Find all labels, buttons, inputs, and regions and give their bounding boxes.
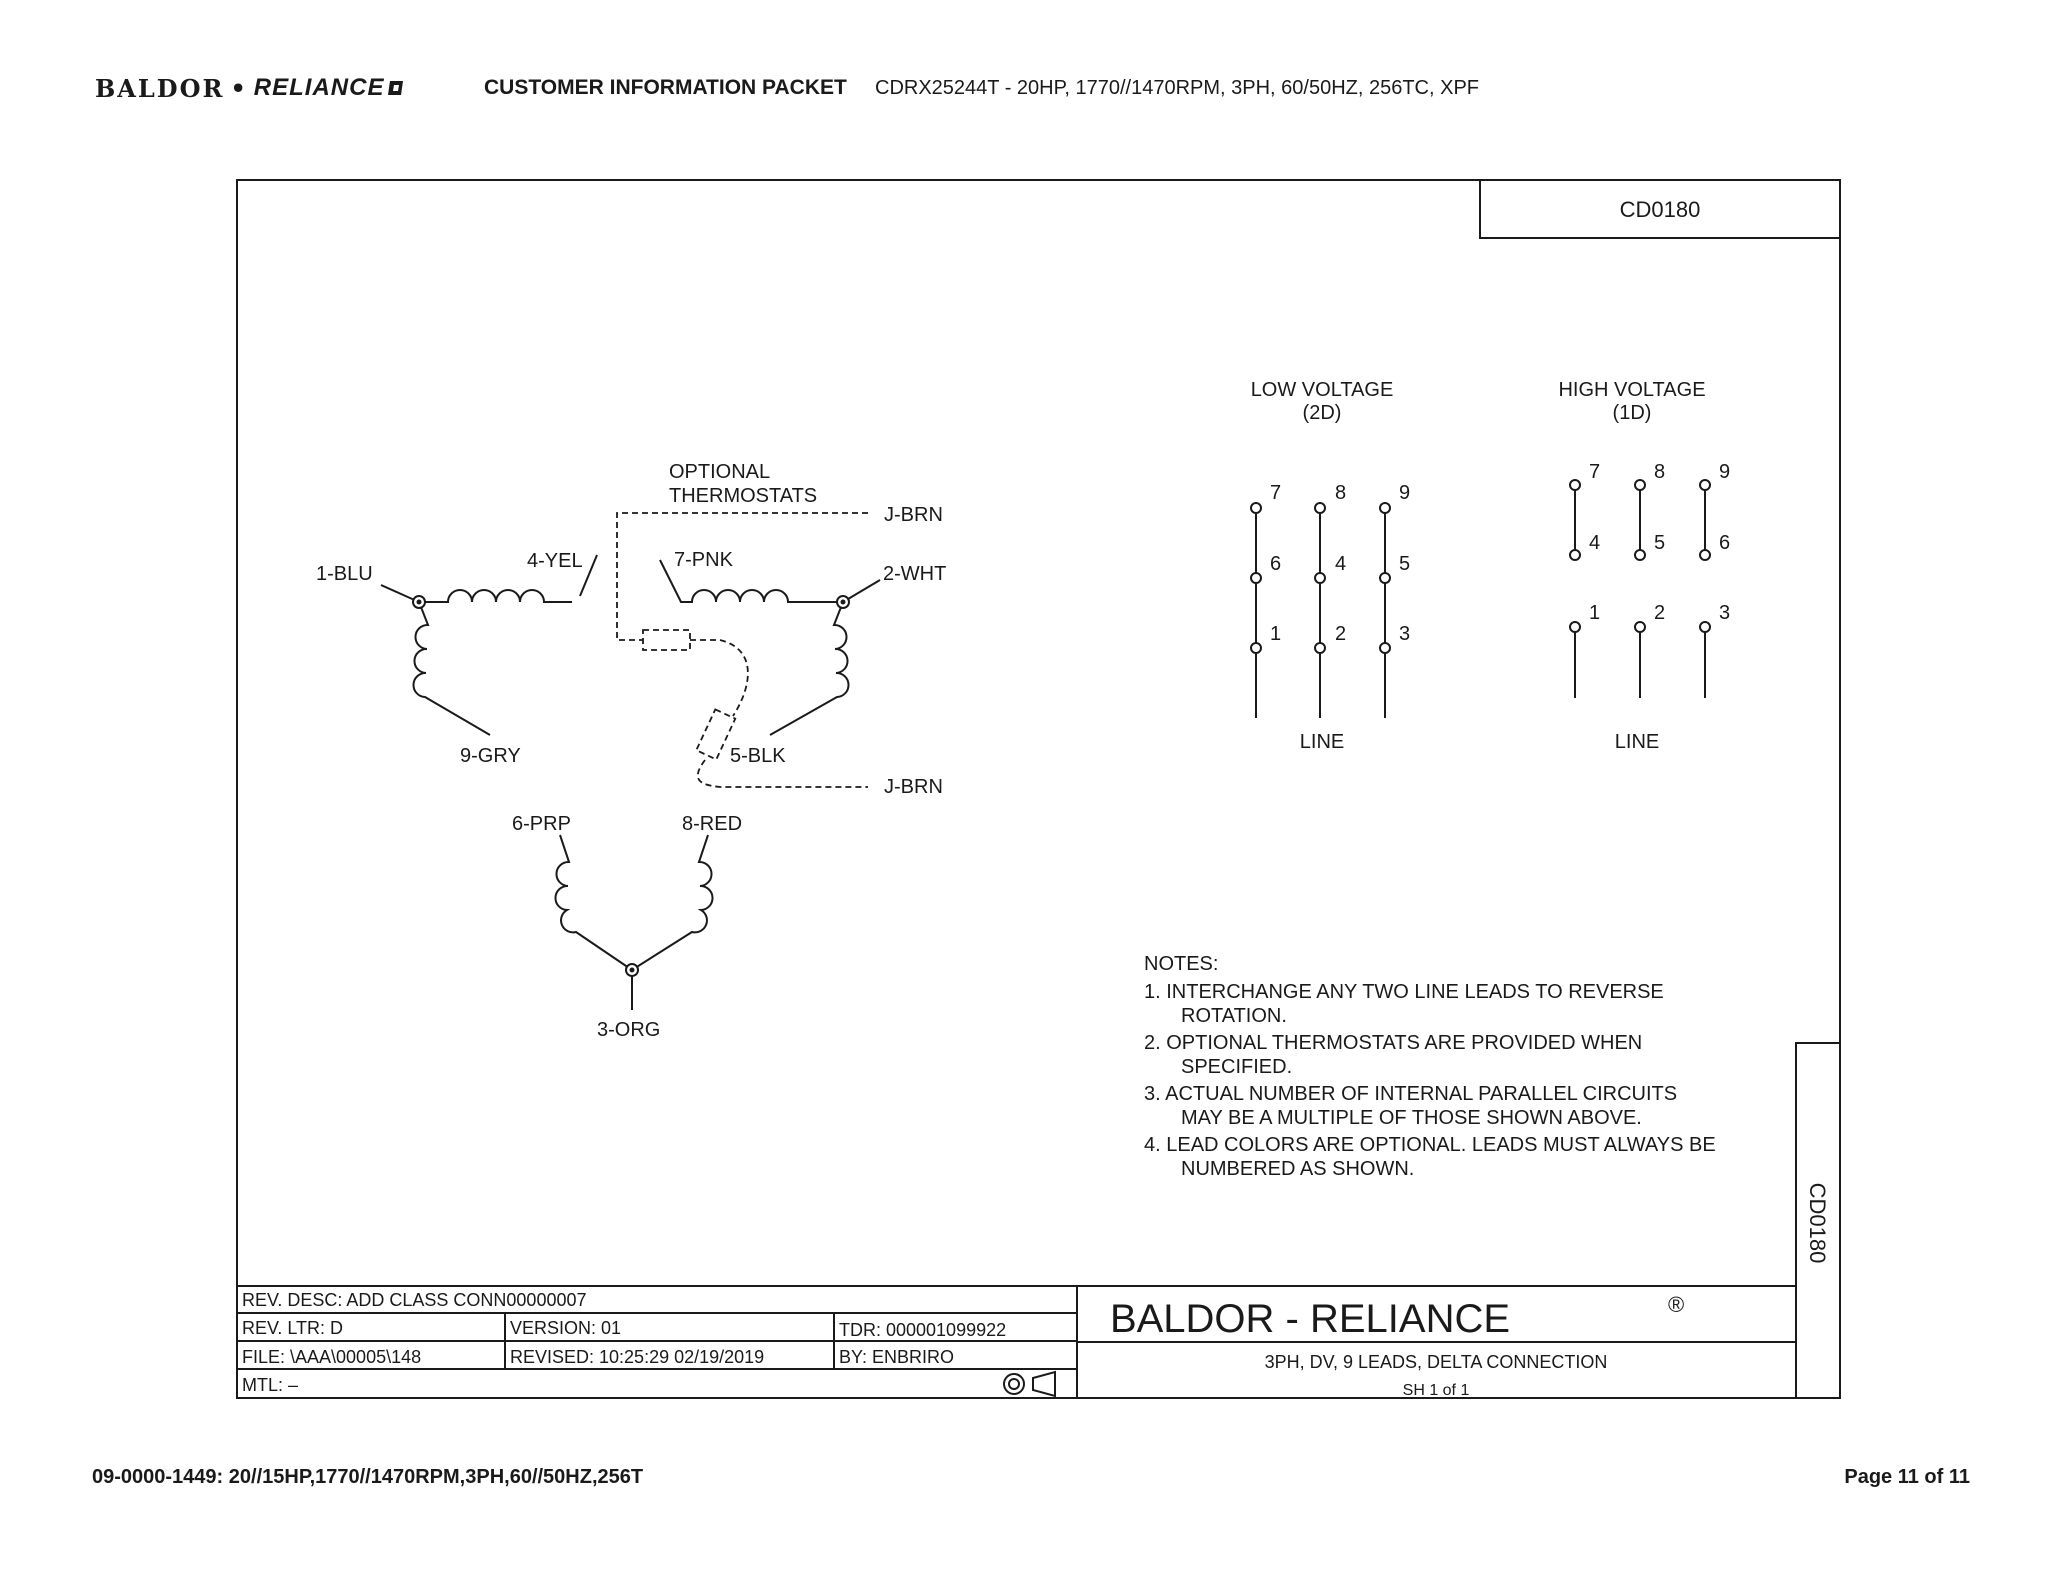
projection-symbol-icon [1004,1372,1055,1396]
hv-terminal-7: 7 [1589,461,1601,483]
delta-junctions [413,596,849,976]
lead-label-9: 9-GRY [460,745,521,767]
lv-terminal-7: 7 [1270,482,1282,504]
title-block-company: BALDOR - RELIANCE [1109,1297,1511,1341]
file-path: FILE: \AAA\00005\148 [242,1347,422,1367]
lead-label-1: 1-BLU [316,563,373,585]
note-line: 4. LEAD COLORS ARE OPTIONAL. LEADS MUST ALWAYS BE [1144,1134,1716,1156]
hv-terminal-2: 2 [1654,602,1666,624]
model-line: CDRX25244T - 20HP, 1770//1470RPM, 3PH, 60/50HZ, 256TC, XPF [875,76,1480,99]
notes [1144,953,1716,1180]
hv-terminal-3: 3 [1719,602,1731,624]
thermostat-1 [643,630,690,650]
lead-label-3: 3-ORG [597,1019,661,1041]
thermostat-lead-top: J-BRN [884,504,943,526]
lv-terminal-3: 3 [1399,623,1411,645]
low-voltage-title: LOW VOLTAGE [1250,379,1394,401]
lead-label-2: 2-WHT [883,563,947,585]
lead-label-4: 4-YEL [527,550,583,572]
lead-label-7: 7-PNK [674,549,733,571]
high-voltage-connection [1558,379,1730,753]
hv-terminal-9: 9 [1719,461,1731,483]
lv-terminal-9: 9 [1399,482,1411,504]
title-block [242,1290,1684,1399]
high-voltage-title: HIGH VOLTAGE [1558,379,1706,401]
footer-page-number: Page 11 of 11 [1844,1466,1970,1488]
lv-line-label: LINE [1299,731,1345,753]
lv-terminal-2: 2 [1335,623,1347,645]
registered-mark: ® [1668,1292,1685,1317]
footer-document-id: 09-0000-1449: 20//15HP,1770//1470RPM,3PH,60//50HZ,256T [92,1466,644,1488]
rev-letter: REV. LTR: D [242,1318,344,1338]
hv-terminal-8: 8 [1654,461,1666,483]
note-line: 2. OPTIONAL THERMOSTATS ARE PROVIDED WHEN [1144,1032,1643,1054]
note-line: SPECIFIED. [1181,1056,1293,1078]
note-line: NUMBERED AS SHOWN. [1181,1158,1415,1180]
lead-label-8: 8-RED [682,813,743,835]
version: VERSION: 01 [510,1318,622,1338]
revised-date: REVISED: 10:25:29 02/19/2019 [510,1347,765,1367]
hv-terminal-5: 5 [1654,532,1666,554]
thermostat-lead-bottom: J-BRN [884,776,943,798]
lead-label-5: 5-BLK [730,745,786,767]
rev-desc: REV. DESC: ADD CLASS CONN00000007 [242,1290,587,1310]
drawn-by: BY: ENBRIRO [839,1347,955,1367]
hv-terminal-1: 1 [1589,602,1601,624]
lv-terminal-4: 4 [1335,553,1347,575]
notes-heading: NOTES: [1144,953,1219,975]
note-line: 1. INTERCHANGE ANY TWO LINE LEADS TO REVERSE [1144,981,1664,1003]
note-line: MAY BE A MULTIPLE OF THOSE SHOWN ABOVE. [1181,1107,1642,1129]
lv-terminal-8: 8 [1335,482,1347,504]
packet-title: CUSTOMER INFORMATION PACKET [484,76,847,99]
hv-line-label: LINE [1614,731,1660,753]
lead-label-6: 6-PRP [512,813,571,835]
drawing-frame [237,180,1840,1398]
brand-logo-reliance: RELIANCE [253,74,385,101]
lv-terminal-1: 1 [1270,623,1282,645]
note-line: 3. ACTUAL NUMBER OF INTERNAL PARALLEL CIRCUITS [1144,1083,1678,1105]
brand-logo-separator: • [230,73,248,103]
material: MTL: – [242,1375,299,1395]
hv-terminal-4: 4 [1589,532,1601,554]
drawing-number: CD0180 [1619,197,1701,222]
side-drawing-number: CD0180 [1805,1182,1830,1264]
brand-logo-baldor: BALDOR [95,73,225,103]
drawing-description: 3PH, DV, 9 LEADS, DELTA CONNECTION [1264,1352,1608,1372]
sheet-number: SH 1 of 1 [1402,1382,1470,1399]
lv-terminal-6: 6 [1270,553,1282,575]
lv-terminal-5: 5 [1399,553,1411,575]
delta-coils [381,513,880,1010]
thermostat-label-line1: OPTIONAL [669,461,771,483]
note-line: ROTATION. [1181,1005,1287,1027]
high-voltage-code: (1D) [1612,402,1652,424]
low-voltage-connection [1251,379,1410,753]
low-voltage-code: (2D) [1302,402,1342,424]
tdr-number: TDR: 000001099922 [839,1320,1007,1340]
hv-terminal-6: 6 [1719,532,1731,554]
thermostat-label-line2: THERMOSTATS [669,485,818,507]
